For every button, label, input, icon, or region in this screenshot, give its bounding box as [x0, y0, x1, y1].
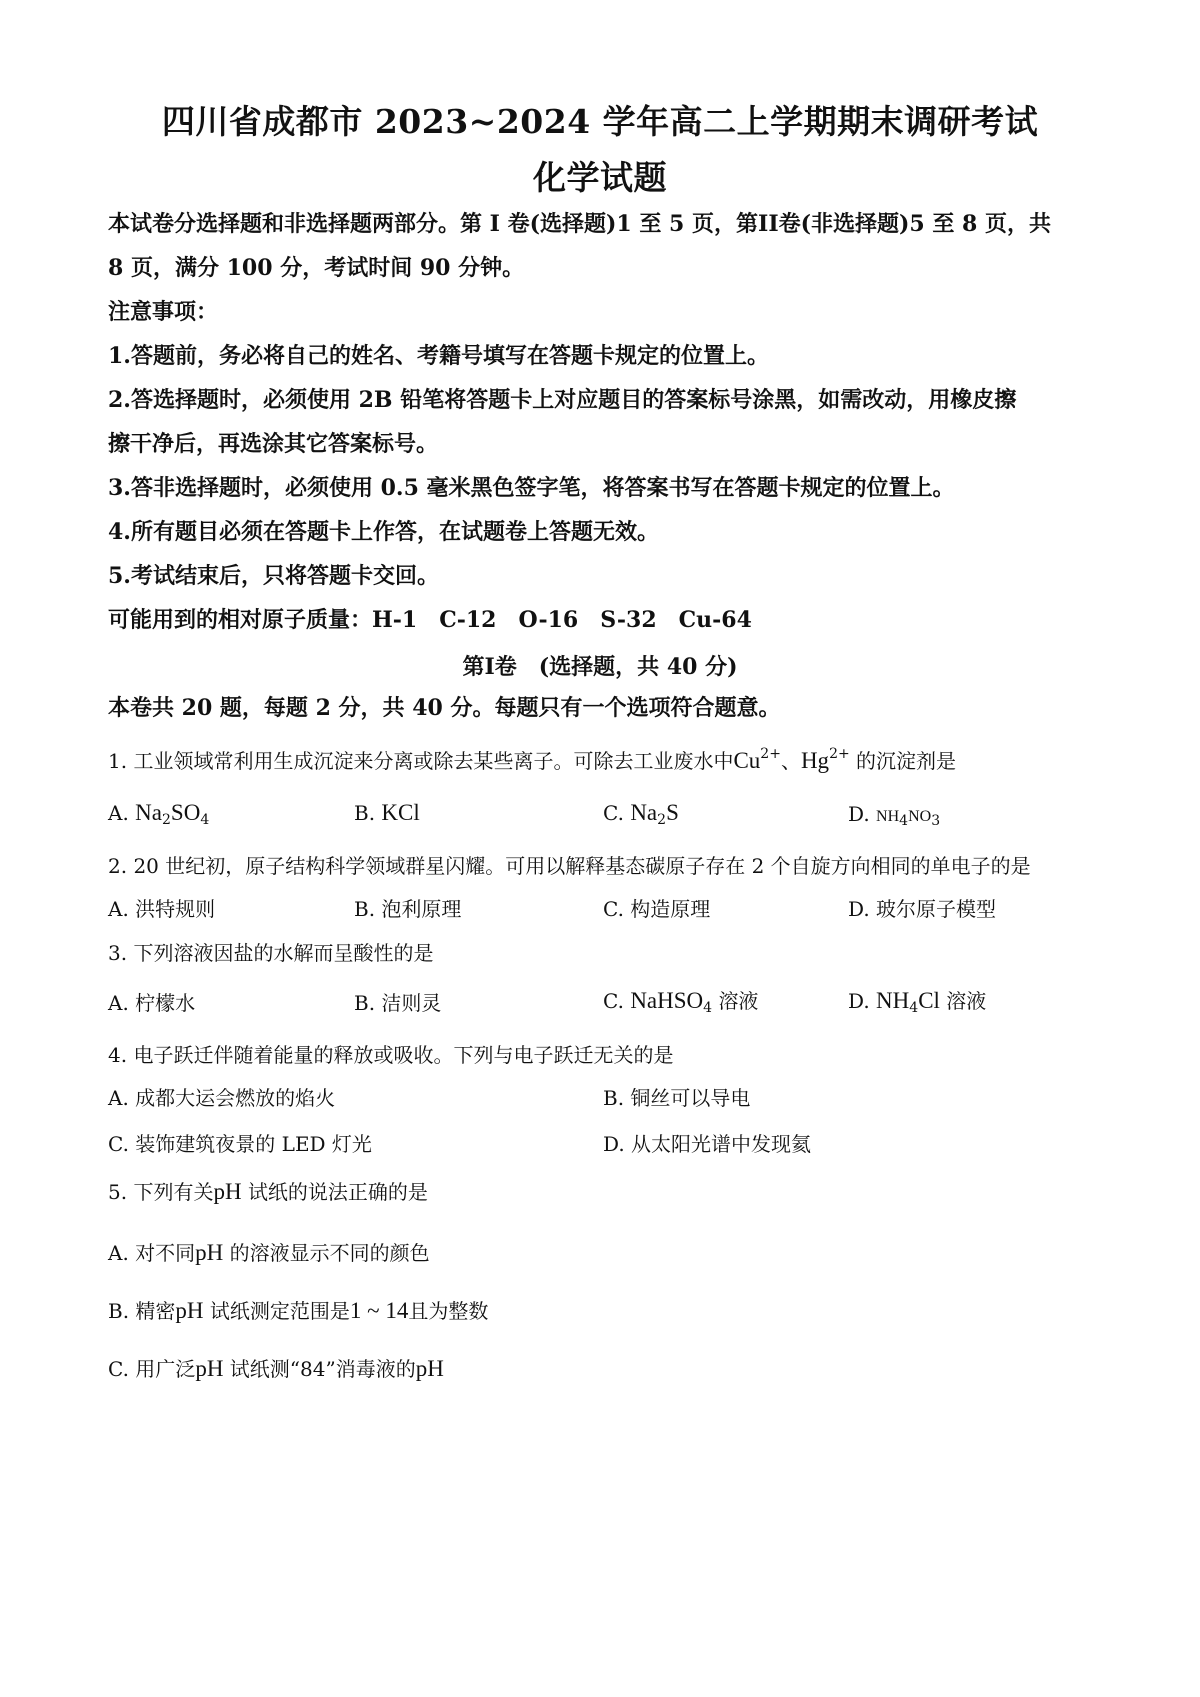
intro-line-2: 8 页，满分 100 分，考试时间 90 分钟。: [108, 255, 525, 281]
question-1-stem: 1. 工业领域常利用生成沉淀来分离或除去某些离子。可除去工业废水中$Cu^{2+}$、$Hg^{2+}$ 的沉淀剂是: [108, 746, 957, 773]
question-3-option-b: B. 洁则灵: [354, 991, 442, 1015]
question-5-option-b: B. 精密pH 试纸测定范围是1 ~ 14且为整数: [108, 1298, 489, 1323]
note-item: 3.答非选择题时，必须使用 0.5 毫米黑色签字笔，将答案书写在答题卡规定的位置上。: [108, 475, 955, 501]
question-4-option-a: A. 成都大运会燃放的焰火: [108, 1086, 336, 1110]
question-1-option-b: B. KCl: [354, 800, 420, 825]
question-5-stem: 5. 下列有关pH 试纸的说法正确的是: [108, 1179, 428, 1204]
question-3-option-a: A. 柠檬水: [108, 991, 196, 1015]
section-title: 第Ⅰ卷 (选择题，共 40 分): [462, 654, 738, 680]
notes-heading: 注意事项：: [108, 299, 219, 325]
question-4-stem: 4. 电子跃迁伴随着能量的释放或吸收。下列与电子跃迁无关的是: [108, 1043, 674, 1067]
question-3-stem: 3. 下列溶液因盐的水解而呈酸性的是: [108, 941, 434, 965]
question-1-option-d: D. $NH_4NO_3$: [848, 802, 941, 829]
note-item: 5.考试结束后，只将答题卡交回。: [108, 563, 439, 589]
atomic-mass-line: 可能用到的相对原子质量：H-1 C-12 O-16 S-32 Cu-64: [108, 607, 752, 633]
question-3-option-c: C. NaHSO$_4$ 溶液: [603, 988, 759, 1016]
question-1-option-a: A. $Na_2SO_4$: [108, 800, 210, 828]
question-2-stem: 2. 20 世纪初，原子结构科学领域群星闪耀。可用以解释基态碳原子存在 2 个自旋方向相同的单电子的是: [108, 854, 1031, 878]
question-4-option-c: C. 装饰建筑夜景的 LED 灯光: [108, 1132, 372, 1156]
question-3-option-d: D. $NH_4Cl$ 溶液: [848, 988, 987, 1016]
document-title: 四川省成都市 2023~2024 学年高二上学期期末调研考试: [161, 102, 1039, 141]
note-item: 擦干净后，再选涂其它答案标号。: [108, 431, 439, 457]
question-5-option-c: C. 用广泛pH 试纸测“84”消毒液的pH: [108, 1356, 444, 1381]
question-2-option-a: A. 洪特规则: [108, 897, 216, 921]
question-1-option-c: C. $Na_2S$: [603, 800, 679, 828]
section-description: 本卷共 20 题，每题 2 分，共 40 分。每题只有一个选项符合题意。: [108, 695, 781, 721]
note-item: 1.答题前，务必将自己的姓名、考籍号填写在答题卡规定的位置上。: [108, 343, 769, 369]
question-5-option-a: A. 对不同pH 的溶液显示不同的颜色: [108, 1240, 430, 1265]
question-4-option-d: D. 从太阳光谱中发现氦: [603, 1132, 812, 1156]
document-subtitle: 化学试题: [533, 158, 667, 197]
intro-line-1: 本试卷分选择题和非选择题两部分。第 I 卷(选择题)1 至 5 页，第II卷(非选择题)5 至 8 页，共: [108, 211, 1052, 237]
question-4-option-b: B. 铜丝可以导电: [603, 1086, 751, 1110]
question-2-option-d: D. 玻尔原子模型: [848, 897, 997, 921]
note-item: 4.所有题目必须在答题卡上作答，在试题卷上答题无效。: [108, 519, 659, 545]
question-2-option-b: B. 泡利原理: [354, 897, 462, 921]
note-item: 2.答选择题时，必须使用 2B 铅笔将答题卡上对应题目的答案标号涂黑，如需改动，用橡皮擦: [108, 387, 1017, 413]
question-2-option-c: C. 构造原理: [603, 897, 711, 921]
